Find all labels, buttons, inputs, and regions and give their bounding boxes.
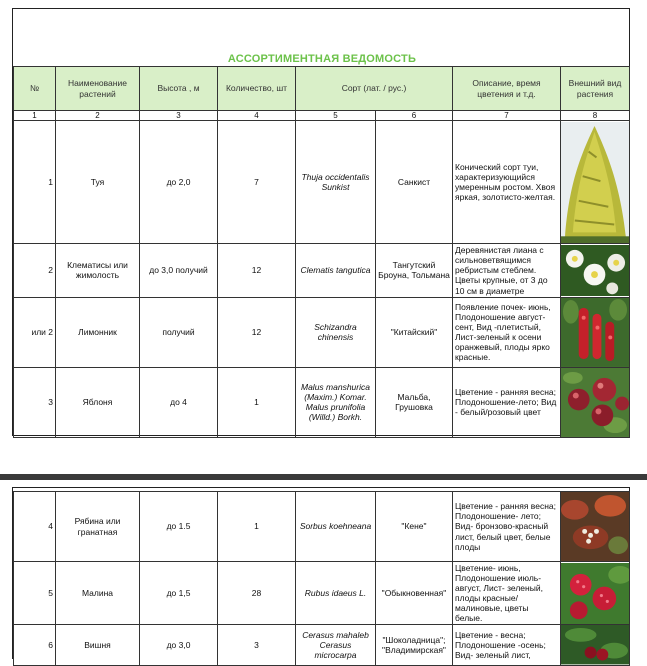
colnum: 1 — [14, 111, 56, 121]
page-separator — [0, 474, 647, 480]
plant-name: Клематисы или жимолость — [56, 244, 140, 297]
row-num: 3 — [14, 367, 56, 437]
table-row — [14, 367, 630, 437]
plant-name: Малина — [56, 562, 140, 625]
row-num: 5 — [14, 562, 56, 625]
header-appearance: Внешний вид растения — [561, 67, 630, 111]
assortment-table — [13, 66, 630, 438]
assortment-table-continued — [13, 491, 630, 666]
plant-height: до 1.5 — [140, 492, 218, 562]
colnum: 6 — [376, 111, 453, 121]
variety-rus: Мальба, Грушовка — [376, 367, 453, 437]
variety-rus: "Обыкновенная" — [376, 562, 453, 625]
column-numbers-row — [14, 111, 630, 121]
table-row — [14, 492, 630, 562]
variety-rus: "Кене" — [376, 492, 453, 562]
sorbus-photo — [561, 492, 630, 562]
plant-qty: 1 — [218, 492, 296, 562]
plant-qty: 28 — [218, 562, 296, 625]
row-num: 2 — [14, 244, 56, 297]
table-row — [14, 562, 630, 625]
colnum: 7 — [453, 111, 561, 121]
plant-description: Цветение- июнь, Плодоношение июль-август, Лист- зеленый, плоды красные/малиновые, цветы белые. — [453, 562, 561, 625]
raspberry-photo — [561, 562, 630, 625]
row-num: 4 — [14, 492, 56, 562]
variety-latin: Malus manshurica (Maxim.) Komar. Malus prunifolia (Willd.) Borkh. — [296, 367, 376, 437]
header-name: Наименование растений — [56, 67, 140, 111]
variety-rus: "Китайский" — [376, 297, 453, 367]
plant-qty: 1 — [218, 367, 296, 437]
sheet-page-2 — [12, 487, 630, 659]
thuja-photo — [561, 121, 630, 244]
plant-height: до 2,0 — [140, 121, 218, 244]
colnum: 5 — [296, 111, 376, 121]
plant-description: Цветение - весна; Плодоношение -осень; Вид- зеленый лист, — [453, 625, 561, 665]
header-row — [14, 67, 630, 111]
plant-description: Цветение - ранняя весна; Плодоношение- лето; Вид- бронзово-красный лист, белый цвет, белые плоды — [453, 492, 561, 562]
variety-latin: Clematis tangutica — [296, 244, 376, 297]
sheet-page-1 — [12, 8, 630, 436]
plant-height: до 3,0 — [140, 625, 218, 665]
variety-latin: Sorbus koehneana — [296, 492, 376, 562]
colnum: 8 — [561, 111, 630, 121]
plant-description: Деревянистая лиана с сильноветвящимся ребристым стеблем. Цветы крупные, от 3 до 10 см в диаметре — [453, 244, 561, 297]
plant-height: до 4 — [140, 367, 218, 437]
row-num: или 2 — [14, 297, 56, 367]
variety-latin: Schizandra chinensis — [296, 297, 376, 367]
table-row — [14, 244, 630, 297]
variety-latin: Rubus idaeus L. — [296, 562, 376, 625]
header-height: Высота , м — [140, 67, 218, 111]
table-row — [14, 297, 630, 367]
clematis-photo — [561, 244, 630, 297]
plant-name: Лимонник — [56, 297, 140, 367]
colnum: 4 — [218, 111, 296, 121]
header-qty: Количество, шт — [218, 67, 296, 111]
plant-qty: 7 — [218, 121, 296, 244]
plant-description: Появление почек- июнь, Плодоношение август-сент, Вид -плетистый, Лист-зеленый к осени оранжевый, плоды ярко красные. — [453, 297, 561, 367]
variety-rus: "Шоколадница"; "Владимирская" — [376, 625, 453, 665]
plant-name: Вишня — [56, 625, 140, 665]
plant-height: до 1,5 — [140, 562, 218, 625]
page-title: АССОРТИМЕНТНАЯ ВЕДОМОСТЬ — [227, 53, 417, 65]
variety-latin: Thuja occidentalis Sunkist — [296, 121, 376, 244]
plant-qty: 12 — [218, 244, 296, 297]
row-num: 1 — [14, 121, 56, 244]
plant-height: получий — [140, 297, 218, 367]
header-num: № — [14, 67, 56, 111]
row-num: 6 — [14, 625, 56, 665]
plant-description: Цветение - ранняя весна; Плодоношение-лето; Вид - белый/розовый цвет — [453, 367, 561, 437]
plant-height: до 3,0 получий — [140, 244, 218, 297]
table-row — [14, 121, 630, 244]
plant-description: Конический сорт туи, характеризующийся умеренным ростом. Хвоя яркая, золотисто-желтая. — [453, 121, 561, 244]
apple-photo — [561, 367, 630, 437]
plant-name: Рябина или гранатная — [56, 492, 140, 562]
header-description: Описание, время цветения и т.д. — [453, 67, 561, 111]
plant-name: Яблоня — [56, 367, 140, 437]
schizandra-photo — [561, 297, 630, 367]
colnum: 3 — [140, 111, 218, 121]
plant-qty: 12 — [218, 297, 296, 367]
plant-name: Туя — [56, 121, 140, 244]
variety-rus: Тангутский Броуна, Тольмана — [376, 244, 453, 297]
colnum: 2 — [56, 111, 140, 121]
header-variety: Сорт (лат. / рус.) — [296, 67, 453, 111]
variety-rus: Санкист — [376, 121, 453, 244]
plant-qty: 3 — [218, 625, 296, 665]
variety-latin: Cerasus mahaleb Cerasus microcarpa — [296, 625, 376, 665]
